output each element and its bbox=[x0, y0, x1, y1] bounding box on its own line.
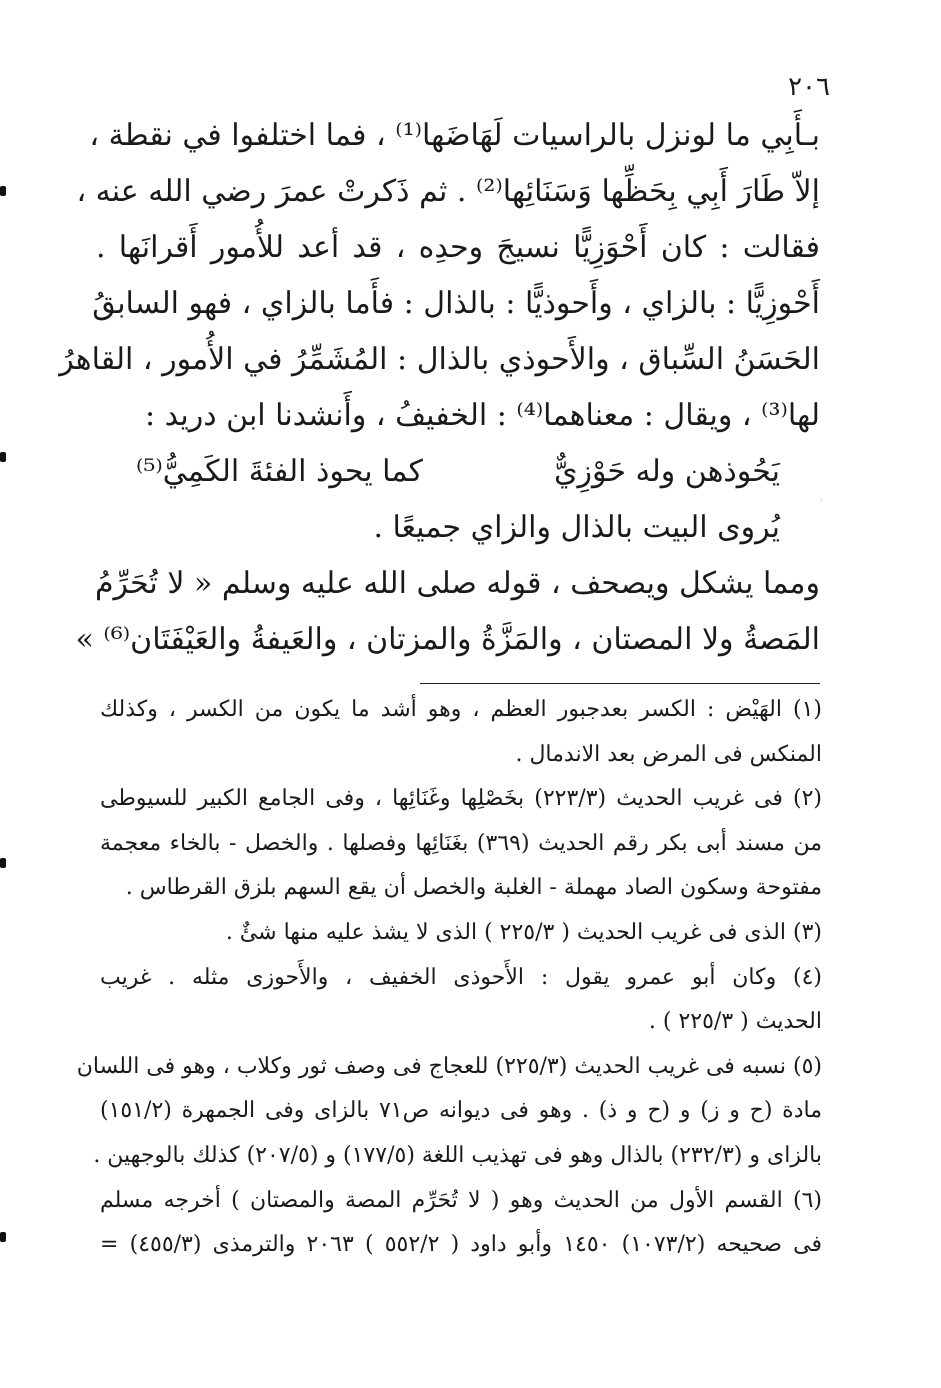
body-line: فقالت : كان أَحْوَزِيًّا نسيجَ وحدِه ، قد أعد للأُمور أَقرانَها . bbox=[96, 230, 820, 265]
body-line: إلاّ طَارَ أَبِي بِحَظِّها وَسَنَائِها⁽²⁾ . ثم ذَكرتْ عمرَ رضي الله عنه ، bbox=[76, 174, 820, 209]
scan-margin-mark bbox=[0, 452, 6, 462]
footnote-line: (٥) نسبه فى غريب الحديث (٢٢٥/٣) للعجاج فى وصف ثور وكلاب ، وهو فى اللسان bbox=[76, 1053, 822, 1079]
scan-margin-mark bbox=[0, 186, 6, 196]
body-line: يُروى البيت بالذال والزاي جميعًا . bbox=[373, 510, 780, 545]
hadith-line: ومما يشكل ويصحف ، قوله صلى الله عليه وسلم « لا تُحَرِّمُ bbox=[94, 566, 820, 601]
footnote-line: من مسند أبى بكر رقم الحديث (٣٦٩) بغَنَائِها وفصلها . والخصل - بالخاء معجمة bbox=[100, 830, 822, 856]
footnote-line: (٤) وكان أبو عمرو يقول : الأَحوذى الخفيف ، والأَحوزى مثله . غريب bbox=[100, 964, 822, 990]
body-line: أَحْوزِيًّا : بالزاي ، وأَحوذيًّا : بالذال : فأَما بالزاي ، فهو السابقُ bbox=[92, 286, 820, 321]
footnote-line: مادة (ح و ز) و (ح و ذ) . وهو فى ديوانه ص٧١ بالزاى وفى الجمهرة (١٥١/٢) bbox=[100, 1098, 822, 1124]
footnote-line: (٣) الذى فى غريب الحديث ( ٢٢٥/٣ ) الذى لا يشذ عليه منها شئٌ . bbox=[225, 919, 822, 945]
verse-first-hemistich: يَحُوذهن وله حَوْزِيٌّ bbox=[553, 454, 780, 489]
main-text bbox=[59, 108, 820, 668]
footnote-divider bbox=[420, 683, 820, 684]
footnote-line: (٦) القسم الأول من الحديث وهو ( لا تُحَرِّم المصة والمصتان ) أخرجه مسلم bbox=[100, 1187, 822, 1213]
body-line: الحَسَنُ السِّباق ، والأَحوذي بالذال : المُشَمِّرُ في الأُمور ، القاهرُ bbox=[59, 342, 820, 377]
page-number: ٢٠٦ bbox=[788, 72, 830, 102]
body-line: بـأَبِي ما لونزل بالراسيات لَهَاضَها⁽¹⁾ ، فما اختلفوا في نقطة ، bbox=[89, 118, 820, 153]
footnote-line: مفتوحة وسكون الصاد مهملة - الغلبة والخصل أن يقع السهم بلزق القرطاس . bbox=[125, 875, 822, 901]
poetry-verse bbox=[96, 444, 820, 500]
hadith-line: المَصةُ ولا المصتان ، والمَزَّةُ والمزتان ، والعَيفةُ والعَيْفَتَان⁽⁶⁾ » bbox=[75, 622, 820, 657]
footnote-line: (١) الهَيْض : الكسر بعدجبور العظم ، وهو أشد ما يكون من الكسر ، وكذلك bbox=[100, 697, 822, 722]
body-line: لها⁽³⁾ ، ويقال : معناهما⁽⁴⁾ : الخفيفُ ، وأَنشدنا ابن دريد : bbox=[145, 398, 820, 433]
footnote-line: المنكس فى المرض بعد الاندمال . bbox=[515, 741, 822, 767]
scan-speck: · bbox=[820, 495, 824, 506]
footnotes bbox=[76, 688, 823, 1268]
scan-margin-mark bbox=[0, 858, 6, 868]
scan-margin-mark bbox=[0, 1232, 6, 1242]
footnote-line: (٢) فى غريب الحديث (٢٢٣/٣) بخَصْلِها وغَنَائِها ، وفى الجامع الكبير للسيوطى bbox=[100, 786, 823, 812]
footnote-line: الحديث ( ٢٢٥/٣ ) . bbox=[648, 1009, 822, 1035]
verse-second-hemistich: كما يحوذ الفئةَ الكَمِيُّ⁽⁵⁾ bbox=[136, 454, 423, 489]
footnote-line: فى صحيحه (١٠٧٣/٢) ١٤٥٠ وأبو داود ( ٥٥٢/٢ ) ٢٠٦٣ والترمذى (٤٥٥/٣) = bbox=[100, 1232, 822, 1258]
footnote-line: بالزاى و (٢٣٢/٣) بالذال وهو فى تهذيب اللغة (١٧٧/٥) و (٢٠٧/٥) كذلك بالوجهين . bbox=[93, 1142, 822, 1168]
